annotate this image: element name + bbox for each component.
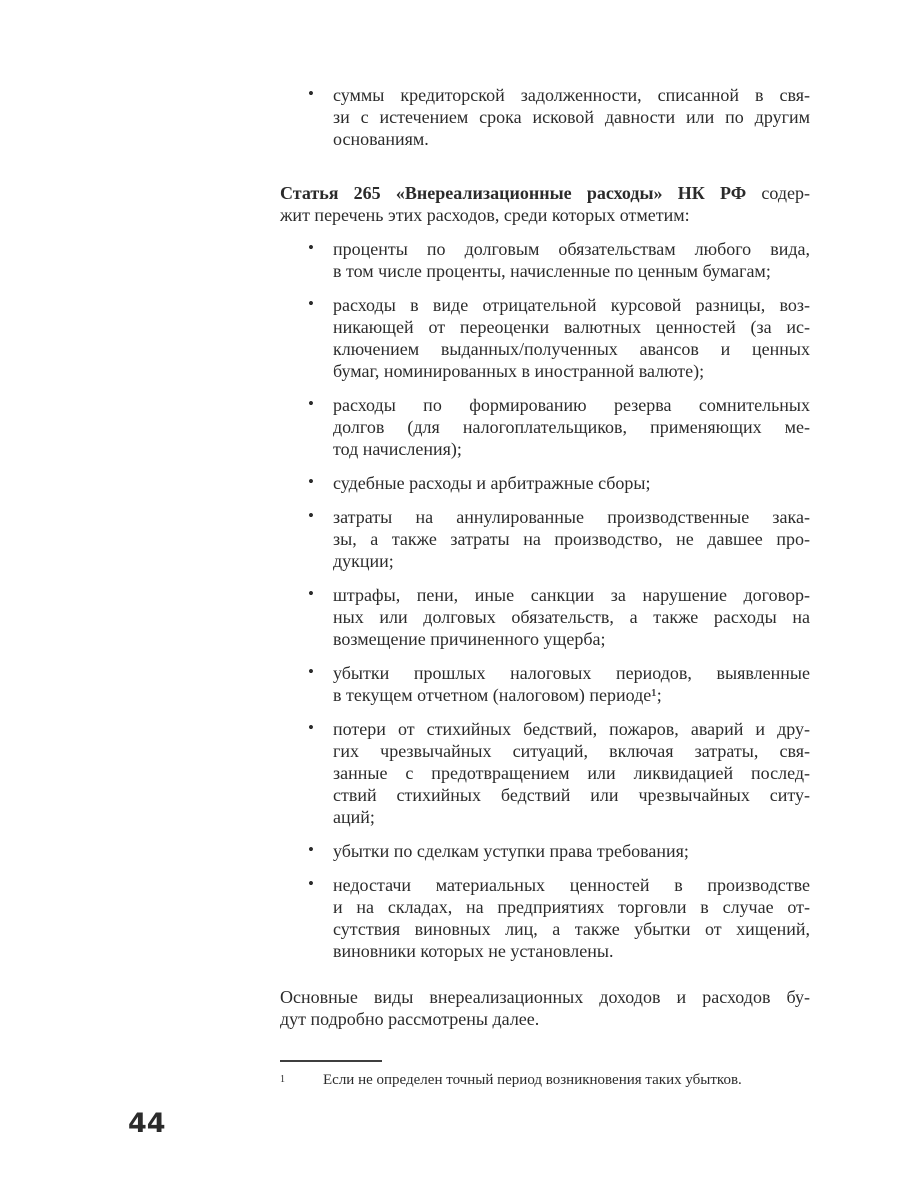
list-item bbox=[280, 238, 810, 282]
bullet-icon: • bbox=[308, 874, 314, 893]
bullet-icon: • bbox=[308, 472, 314, 491]
bullet-text: проценты по долговым обязательствам любого вида, в том числе проценты, начисленные по ценным бумагам; bbox=[333, 239, 810, 281]
bullet-text: затраты на аннулированные производственные зака- зы, а также затраты на производство, не давшее про- дукции; bbox=[333, 507, 810, 571]
bullet-text: расходы по формированию резерва сомнительных долгов (для налогоплательщиков, применяющих ме- тод начисления); bbox=[333, 395, 810, 459]
list-item bbox=[280, 874, 810, 962]
closing-paragraph: Основные виды внереализационных доходов и расходов бу- дут подробно рассмотрены далее. bbox=[280, 987, 810, 1029]
list-item bbox=[280, 506, 810, 572]
carryover-bullet-list bbox=[280, 84, 810, 150]
bullet-icon: • bbox=[308, 84, 314, 103]
bullet-text: штрафы, пени, иные санкции за нарушение договор- ных или долговых обязательств, а также расходы на возмещение причиненного ущерба; bbox=[333, 585, 810, 649]
bullet-icon: • bbox=[308, 584, 314, 603]
bullet-text: убытки прошлых налоговых периодов, выявленные в текущем отчетном (налоговом) периоде¹; bbox=[333, 663, 810, 705]
article-265-line2: жит перечень этих расходов, среди которых отметим: bbox=[280, 205, 690, 225]
list-item bbox=[280, 84, 810, 150]
list-item bbox=[280, 840, 810, 862]
list-item bbox=[280, 718, 810, 828]
bullet-text: суммы кредиторской задолженности, списанной в свя- зи с истечением срока исковой давности или по другим основаниям. bbox=[333, 85, 810, 149]
bullet-text: убытки по сделкам уступки права требования; bbox=[333, 841, 689, 861]
list-item bbox=[280, 584, 810, 650]
bullet-text: потери от стихийных бедствий, пожаров, аварий и дру- гих чрезвычайных ситуаций, включая затраты, свя- занные с предотвращением или ликвидацией послед- ствий стихийных бедствий или чрезвычайных ситу- аций; bbox=[333, 719, 810, 827]
footnote-marker: 1 bbox=[280, 1074, 285, 1085]
bullet-icon: • bbox=[308, 718, 314, 737]
footnote-block bbox=[280, 1060, 810, 1090]
article-265-line1 bbox=[280, 182, 810, 204]
footnote bbox=[280, 1070, 810, 1090]
bullet-icon: • bbox=[308, 294, 314, 313]
article-265-title: Статья 265 «Внереализационные расходы» НК РФ bbox=[280, 183, 747, 203]
list-item bbox=[280, 394, 810, 460]
bullet-text: расходы в виде отрицательной курсовой разницы, воз- никающей от переоценки валютных ценностей (за ис- ключением выданных/полученных авансов и ценных бумаг, номинированных в иностранной валюте); bbox=[333, 295, 810, 381]
article-265-paragraph bbox=[280, 182, 810, 226]
expenses-bullet-list bbox=[280, 238, 810, 962]
bullet-icon: • bbox=[308, 394, 314, 413]
list-item bbox=[280, 294, 810, 382]
footnote-divider bbox=[280, 1060, 382, 1062]
bullet-text: судебные расходы и арбитражные сборы; bbox=[333, 473, 651, 493]
article-265-line1-rest: содер- bbox=[746, 183, 810, 203]
footnote-text: Если не определен точный период возникновения таких убытков. bbox=[323, 1072, 742, 1088]
bullet-icon: • bbox=[308, 506, 314, 525]
bullet-text: недостачи материальных ценностей в производстве и на складах, на предприятиях торговли в случае от- сутствия виновных лиц, а также убытки от хищений, виновники которых не установлены. bbox=[333, 875, 810, 961]
bullet-icon: • bbox=[308, 662, 314, 681]
list-item bbox=[280, 472, 810, 494]
page-content bbox=[280, 84, 810, 1090]
bullet-icon: • bbox=[308, 238, 314, 257]
list-item bbox=[280, 662, 810, 706]
bullet-icon: • bbox=[308, 840, 314, 859]
page-number: 44 bbox=[128, 1108, 166, 1139]
